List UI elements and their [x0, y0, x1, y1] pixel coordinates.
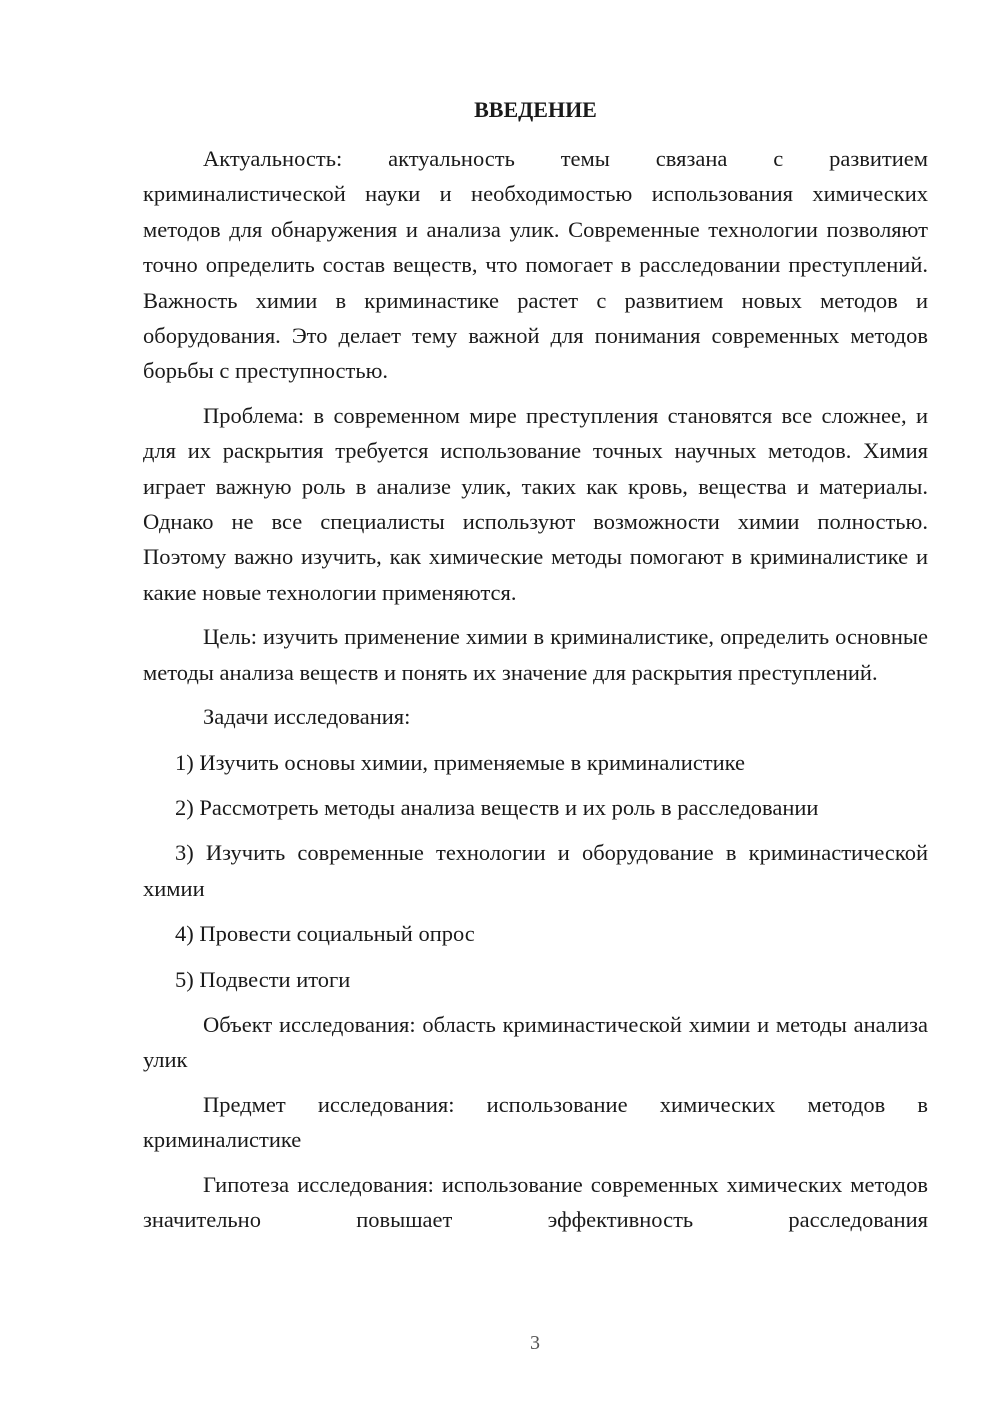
task-item-5: 5) Подвести итоги — [175, 966, 351, 992]
task-item-3: 3) Изучить современные технологии и оборудование в криминастической химии — [143, 840, 928, 901]
tasks-list — [143, 745, 928, 997]
paragraph-object: Объект исследования: область криминастической химии и методы анализа улик — [143, 1011, 928, 1073]
document-title: ВВЕДЕНИЕ — [474, 97, 597, 122]
page-number: 3 — [530, 1332, 540, 1354]
paragraph-relevance: Актуальность: актуальность темы связана с развитием криминалистической науки и необходимостью использования химических методов для обнаружения и анализа улик. Современные технологии позволяют точно определить состав веществ, что помогает в расследовании преступлений. Важность химии в криминастике растет с развитием новых методов и оборудования. Это делает тему важной для понимания современных методов борьбы с преступностью. — [143, 146, 928, 384]
task-item-4: 4) Провести социальный опрос — [175, 921, 475, 947]
tasks-heading: Задачи исследования: — [203, 704, 411, 730]
paragraph-subject: Предмет исследования: использование химических методов в криминалистике — [143, 1091, 928, 1153]
paragraph-hypothesis: Гипотеза исследования: использование современных химических методов значительно повышает эффективность расследования — [143, 1171, 928, 1232]
task-item-1: 1) Изучить основы химии, применяемые в криминалистике — [175, 749, 746, 775]
paragraph-problem: Проблема: в современном мире преступления становятся все сложнее, и для их раскрытия требуется использование точных научных методов. Химия играет важную роль в анализе улик, таких как кровь, вещества и материалы. Однако не все специалисты используют возможности химии полностью. Поэтому важно изучить, как химические методы помогают в криминалистике и какие новые технологии применяются. — [143, 402, 928, 605]
paragraph-goal: Цель: изучить применение химии в криминалистике, определить основные методы анализа веществ и понять их значение для раскрытия преступлений. — [143, 624, 928, 685]
document-page — [143, 92, 928, 1246]
task-item-2: 2) Рассмотреть методы анализа веществ и их роль в расследовании — [175, 794, 819, 820]
